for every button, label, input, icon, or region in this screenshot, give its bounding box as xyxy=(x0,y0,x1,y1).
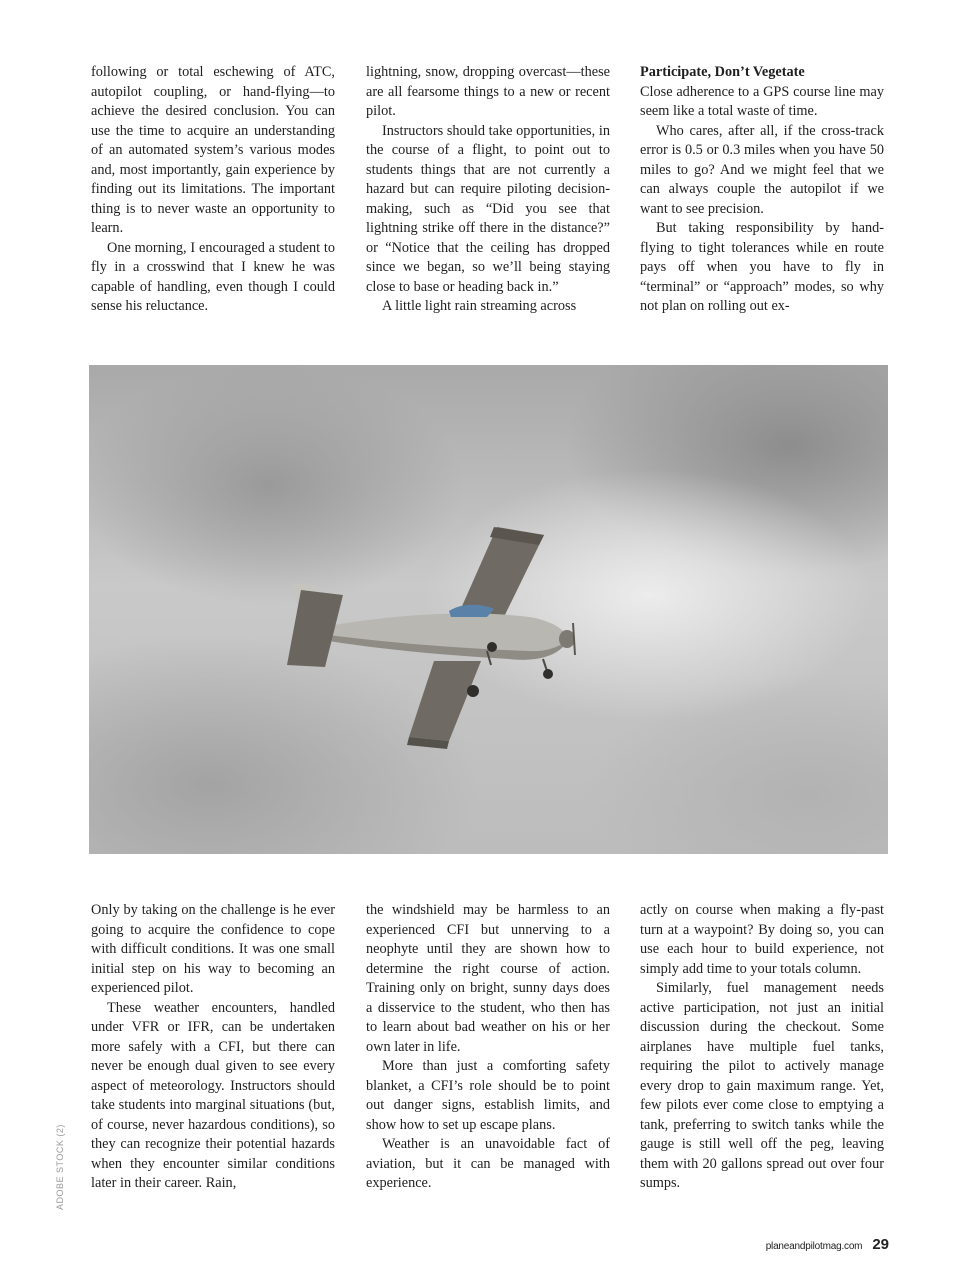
bottom-column-1 xyxy=(91,901,335,1194)
paragraph: These weather encounters, handled under VFR or IFR, can be undertaken more safely with a CFI, but there can never be enough dual given to see every aspect of meteorology. Instructors should take students into marginal situations (but, of course, never hazardous conditions), so they can recognize their potential hazards when they encounter similar conditions later in their career. Rain, xyxy=(91,999,335,1191)
page-number: 29 xyxy=(872,1236,889,1253)
paragraph: actly on course when making a fly-past turn at a waypoint? By doing so, you can use each hour to build experience, not simply add time to your totals column. xyxy=(640,902,884,977)
paragraph: More than just a comforting safety blanket, a CFI’s role should be to point out danger signs, establish limits, and show how to set up escape plans. xyxy=(366,1058,610,1133)
bottom-column-2 xyxy=(366,901,610,1194)
paragraph: Close adherence to a GPS course line may seem like a total waste of time. xyxy=(640,83,884,119)
airplane-illustration xyxy=(89,365,888,854)
paragraph: following or total eschewing of ATC, autopilot coupling, or hand-flying—to achieve the desired conclusion. You can use the time to acquire an understanding of an automated system’s various modes and, most importantly, gain experience by finding out its limitations. The important thing is to never waste an opportunity to learn. xyxy=(91,64,335,236)
paragraph: lightning, snow, dropping overcast—these are all fearsome things to a new or recent pilot. xyxy=(366,64,610,119)
top-column-3 xyxy=(640,63,884,317)
paragraph: Similarly, fuel management needs active participation, not just an initial discussion during the checkout. Some airplanes have multiple fuel tanks, requiring the pilot to actively manage every drop to gain maximum range. Yet, few pilots ever come close to emptying a tank, preferring to switch tanks while the gauge is still well off the peg, leaving them with 20 gallons spread out over four sumps. xyxy=(640,980,884,1191)
paragraph: Only by taking on the challenge is he ever going to acquire the confidence to cope with difficult conditions. It was one small initial step on his way to becoming an experienced pilot. xyxy=(91,902,335,996)
page-footer xyxy=(766,1236,889,1253)
paragraph: Instructors should take opportunities, in the course of a flight, to point out to students things that are not currently a hazard but can require piloting decision-making, such as “Did you see that lightning strike off there in the distance?” or “Notice that the ceiling has dropped since we began, so we’ll being staying close to base or heading back in.” xyxy=(366,122,610,295)
photo-credit: ADOBE STOCK (2) xyxy=(55,1124,65,1210)
paragraph: the windshield may be harmless to an experienced CFI but unnerving to a neophyte until they are shown how to determine the right course of action. Training only on bright, sunny days does a disservice to the student, who then has to learn about bad weather on his or her own later in life. xyxy=(366,902,610,1055)
top-column-2 xyxy=(366,63,610,317)
paragraph: One morning, I encouraged a student to fly in a crosswind that I knew he was capable of handling, even though I could sense his reluctance. xyxy=(91,239,335,314)
section-heading: Participate, Don’t Vegetate xyxy=(640,64,805,80)
paragraph: Weather is an unavoidable fact of aviation, but it can be managed with experience. xyxy=(366,1136,610,1191)
airplane-photo xyxy=(89,365,888,854)
paragraph: Who cares, after all, if the cross-track error is 0.5 or 0.3 miles when you have 50 miles to go? And we might feel that we can always couple the autopilot if we want to see precision. xyxy=(640,122,884,217)
top-column-1 xyxy=(91,63,335,317)
bottom-column-3 xyxy=(640,901,884,1194)
footer-site-url: planeandpilotmag.com xyxy=(765,1241,863,1252)
paragraph: But taking responsibility by hand-flying to tight tolerances while en route pays off when you have to fly in “terminal” or “approach” modes, so why not plan on rolling out ex- xyxy=(640,220,884,314)
paragraph: A little light rain streaming across xyxy=(382,298,577,314)
